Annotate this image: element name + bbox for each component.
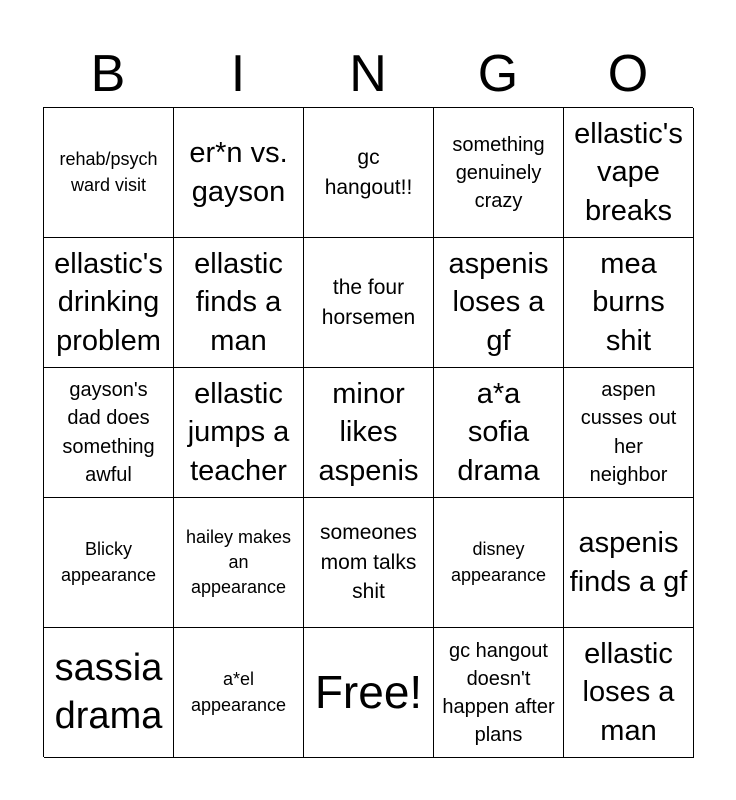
bingo-cell[interactable]: [174, 498, 304, 628]
header-letter-n: N: [349, 45, 387, 103]
bingo-cell[interactable]: [434, 628, 564, 758]
free-cell-text: Free!: [314, 665, 423, 718]
header-letter-o: O: [607, 45, 649, 103]
cell-text: minor likes aspenis: [318, 377, 419, 487]
cell-text: ellastic's vape breaks: [574, 117, 683, 227]
bingo-cell[interactable]: [44, 498, 174, 628]
cell-text: a*a sofia drama: [457, 377, 540, 487]
bingo-cell[interactable]: [44, 238, 174, 368]
cell-text: a*el appearance: [190, 669, 287, 715]
cell-text: the four horsemen: [321, 275, 416, 329]
cell-text: hailey makes an appearance: [185, 526, 292, 598]
bingo-header: [43, 40, 693, 108]
cell-text: gc hangout!!: [324, 145, 413, 199]
bingo-cell[interactable]: [44, 368, 174, 498]
header-letter-g: G: [477, 45, 519, 103]
bingo-cell[interactable]: [434, 108, 564, 238]
cell-text: something genuinely crazy: [452, 133, 545, 212]
cell-text: someones mom talks shit: [320, 520, 417, 604]
bingo-cell[interactable]: [434, 238, 564, 368]
bingo-cell[interactable]: [434, 498, 564, 628]
bingo-cell[interactable]: [44, 108, 174, 238]
bingo-board: [43, 107, 693, 757]
cell-text: aspen cusses out her neighbor: [580, 378, 677, 486]
cell-text: gayson's dad does something awful: [62, 378, 155, 486]
cell-text: er*n vs. gayson: [189, 136, 288, 208]
cell-text: ellastic's drinking problem: [54, 247, 163, 357]
cell-text: mea burns shit: [592, 247, 665, 357]
bingo-cell[interactable]: [304, 238, 434, 368]
bingo-cell[interactable]: [564, 368, 694, 498]
bingo-cell[interactable]: [174, 628, 304, 758]
free-cell[interactable]: [304, 628, 434, 758]
cell-text: ellastic jumps a teacher: [187, 377, 290, 487]
bingo-cell[interactable]: [304, 498, 434, 628]
bingo-cell[interactable]: [304, 368, 434, 498]
cell-text: disney appearance: [450, 539, 547, 585]
bingo-cell[interactable]: [174, 238, 304, 368]
cell-text: ellastic finds a man: [194, 247, 283, 357]
cell-text: ellastic loses a man: [582, 637, 675, 747]
cell-text: gc hangout doesn't happen after plans: [442, 639, 555, 746]
cell-text: sassia drama: [54, 647, 163, 737]
cell-text: aspenis loses a gf: [448, 247, 549, 357]
header-letter-i: I: [230, 45, 246, 103]
bingo-cell[interactable]: [564, 238, 694, 368]
bingo-cell[interactable]: [174, 108, 304, 238]
bingo-cell[interactable]: [564, 628, 694, 758]
bingo-cell[interactable]: [564, 108, 694, 238]
header-letter-b: B: [90, 45, 126, 103]
bingo-cell[interactable]: [174, 368, 304, 498]
bingo-cell[interactable]: [434, 368, 564, 498]
cell-text: aspenis finds a gf: [569, 526, 688, 598]
bingo-cell[interactable]: [44, 628, 174, 758]
bingo-cell[interactable]: [304, 108, 434, 238]
cell-text: Blicky appearance: [60, 539, 157, 585]
bingo-cell[interactable]: [564, 498, 694, 628]
cell-text: rehab/psych ward visit: [59, 149, 158, 195]
